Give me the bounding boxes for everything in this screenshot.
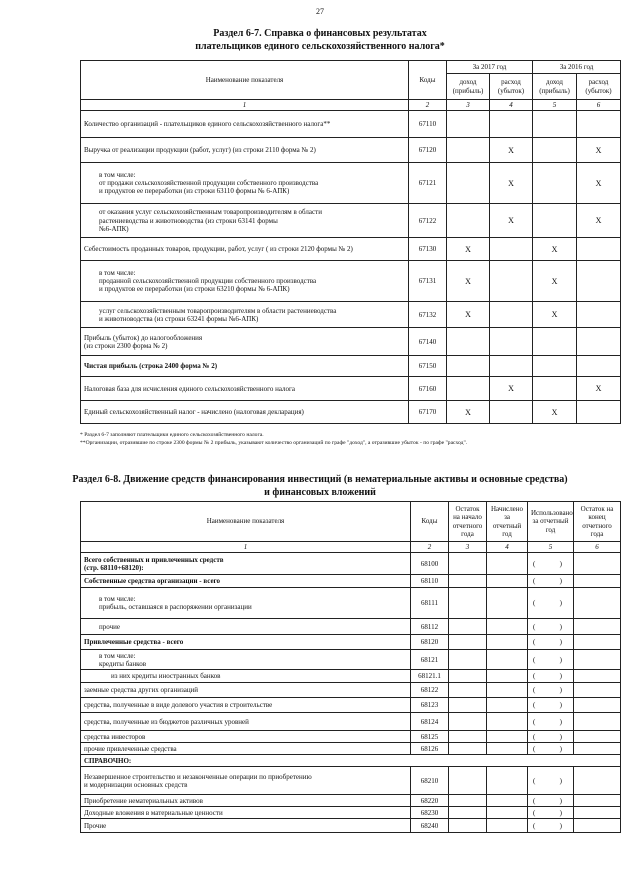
header-income-2017: доход (прибыль)	[447, 74, 490, 100]
paren-close: )	[559, 808, 562, 817]
row-name: Чистая прибыль (строка 2400 форма № 2)	[81, 356, 409, 377]
row-code: 68100	[411, 553, 449, 575]
value-cell	[447, 356, 490, 377]
table-row	[81, 767, 621, 795]
page-number: 27	[316, 7, 324, 16]
value-cell	[487, 819, 528, 833]
column-number: 6	[574, 542, 621, 553]
paren-wrapper	[531, 701, 570, 709]
value-cell	[574, 819, 621, 833]
table-row	[81, 619, 621, 635]
column-number: 2	[409, 100, 447, 111]
row-name: в том числе: от продажи сельскохозяйственной продукции собственного производства и продуктов ее переработки (из строки 63110 формы № 6-АПК)	[81, 163, 409, 204]
value-cell: X	[533, 401, 577, 424]
table-row	[81, 356, 621, 377]
used-value-cell	[528, 743, 574, 755]
paren-open: (	[533, 821, 536, 830]
header-year-2017: За 2017 год	[447, 61, 533, 74]
paren-wrapper	[531, 686, 570, 694]
paren-close: )	[559, 622, 562, 631]
section2-title-line2: и финансовых вложений	[264, 487, 376, 498]
value-cell	[574, 795, 621, 807]
row-code: 67120	[409, 138, 447, 163]
table-row	[81, 713, 621, 731]
value-cell	[449, 713, 487, 731]
paren-open: (	[533, 638, 536, 647]
row-name: Прочие	[81, 819, 411, 833]
value-cell: X	[577, 204, 621, 238]
row-name: Количество организаций - плательщиков единого сельскохозяйственного налога**	[81, 111, 409, 138]
value-cell	[574, 807, 621, 819]
row-code: 67121	[409, 163, 447, 204]
value-cell: X	[533, 261, 577, 302]
table-row	[81, 743, 621, 755]
value-cell: X	[533, 302, 577, 328]
value-cell	[449, 650, 487, 670]
row-name: в том числе: прибыль, оставшаяся в распоряжении организации	[81, 588, 411, 619]
value-cell	[574, 698, 621, 713]
header-c3: Остаток на начало отчетного года	[449, 502, 487, 542]
used-value-cell	[528, 698, 574, 713]
row-name: Единый сельскохозяйственный налог - начислено (налоговая декларация)	[81, 401, 409, 424]
value-cell	[574, 743, 621, 755]
paren-wrapper	[531, 777, 570, 785]
value-cell	[449, 698, 487, 713]
paren-close: )	[559, 655, 562, 664]
column-number: 4	[490, 100, 533, 111]
value-cell	[447, 111, 490, 138]
value-cell	[574, 731, 621, 743]
header-name: Наименование показателя	[81, 61, 409, 100]
row-code: 68125	[411, 731, 449, 743]
value-cell	[449, 670, 487, 683]
paren-open: (	[533, 796, 536, 805]
paren-close: )	[559, 776, 562, 785]
paren-close: )	[559, 821, 562, 830]
paren-wrapper	[531, 599, 570, 607]
row-code: 67110	[409, 111, 447, 138]
value-cell	[487, 731, 528, 743]
paren-wrapper	[531, 822, 570, 830]
used-value-cell	[528, 819, 574, 833]
paren-open: (	[533, 686, 536, 695]
used-value-cell	[528, 731, 574, 743]
row-code: 68126	[411, 743, 449, 755]
header-name: Наименование показателя	[81, 502, 411, 542]
row-name: Налоговая база для исчисления единого сельскохозяйственного налога	[81, 377, 409, 401]
value-cell	[487, 619, 528, 635]
section2-title-line1: Раздел 6-8. Движение средств финансирования инвестиций (в нематериальные активы и основные средства)	[72, 474, 568, 485]
header-year-2016: За 2016 год	[533, 61, 621, 74]
column-numbers-row	[81, 542, 621, 553]
value-cell	[449, 743, 487, 755]
value-cell	[447, 377, 490, 401]
table-row	[81, 795, 621, 807]
row-code: 68120	[411, 635, 449, 650]
paren-wrapper	[531, 638, 570, 646]
value-cell	[577, 328, 621, 356]
header-expense-2016: расход (убыток)	[577, 74, 621, 100]
paren-open: (	[533, 732, 536, 741]
used-value-cell	[528, 588, 574, 619]
table-row	[81, 261, 621, 302]
paren-wrapper	[531, 745, 570, 753]
value-cell	[533, 111, 577, 138]
section1-title-line2: плательщиков единого сельскохозяйственного налога*	[195, 41, 445, 52]
value-cell	[574, 713, 621, 731]
used-value-cell	[528, 795, 574, 807]
table-row	[81, 138, 621, 163]
value-cell	[533, 377, 577, 401]
table-row	[81, 635, 621, 650]
row-code: 67160	[409, 377, 447, 401]
value-cell: X	[577, 138, 621, 163]
column-number: 2	[411, 542, 449, 553]
header-row	[81, 61, 621, 74]
paren-close: )	[559, 686, 562, 695]
value-cell	[490, 302, 533, 328]
value-cell	[487, 635, 528, 650]
paren-wrapper	[531, 656, 570, 664]
table-row	[81, 650, 621, 670]
table-row	[81, 588, 621, 619]
table-row	[81, 670, 621, 683]
value-cell	[449, 588, 487, 619]
table-row	[81, 377, 621, 401]
table-row	[81, 575, 621, 588]
paren-close: )	[559, 672, 562, 681]
column-number: 1	[81, 100, 409, 111]
used-value-cell	[528, 635, 574, 650]
financial-results-table	[80, 60, 621, 424]
row-name: от оказания услуг сельскохозяйственным товаропроизводителям в области растениеводства и животноводства (из строки 63141 формы №6-АПК)	[81, 204, 409, 238]
value-cell	[449, 575, 487, 588]
paren-close: )	[559, 701, 562, 710]
value-cell	[490, 328, 533, 356]
used-value-cell	[528, 767, 574, 795]
row-code: 68240	[411, 819, 449, 833]
value-cell	[487, 575, 528, 588]
header-income-2016: доход (прибыль)	[533, 74, 577, 100]
footnote-2: **Организации, отразившие по строке 2300 формы № 2 прибыль, указывают количество организаций по графе "доход", а отразившие убыток - по графе "расход".	[80, 439, 468, 446]
row-code: 67131	[409, 261, 447, 302]
value-cell	[533, 356, 577, 377]
value-cell	[447, 138, 490, 163]
paren-close: )	[559, 796, 562, 805]
value-cell	[577, 238, 621, 261]
paren-close: )	[559, 744, 562, 753]
table-row	[81, 111, 621, 138]
paren-close: )	[559, 717, 562, 726]
used-value-cell	[528, 670, 574, 683]
value-cell	[533, 328, 577, 356]
row-code: 68112	[411, 619, 449, 635]
value-cell	[490, 356, 533, 377]
value-cell	[447, 204, 490, 238]
column-number: 3	[449, 542, 487, 553]
used-value-cell	[528, 683, 574, 698]
table-row	[81, 819, 621, 833]
row-name: Собственные средства организации - всего	[81, 575, 411, 588]
column-number: 3	[447, 100, 490, 111]
paren-wrapper	[531, 809, 570, 817]
value-cell	[533, 138, 577, 163]
value-cell: X	[577, 377, 621, 401]
value-cell	[487, 670, 528, 683]
paren-wrapper	[531, 577, 570, 585]
paren-open: (	[533, 717, 536, 726]
row-code: 68111	[411, 588, 449, 619]
table-row	[81, 401, 621, 424]
table-row	[81, 163, 621, 204]
header-code: Коды	[409, 61, 447, 100]
row-code: 68123	[411, 698, 449, 713]
value-cell	[577, 111, 621, 138]
value-cell: X	[490, 377, 533, 401]
table-row	[81, 807, 621, 819]
value-cell	[490, 261, 533, 302]
row-name: услуг сельскохозяйственным товаропроизводителям в области растениеводства и животноводства (из строки 63241 формы №6-АПК)	[81, 302, 409, 328]
value-cell: X	[447, 401, 490, 424]
value-cell	[487, 650, 528, 670]
footnotes	[80, 432, 620, 447]
row-code: 68110	[411, 575, 449, 588]
header-code: Коды	[411, 502, 449, 542]
table-row	[81, 302, 621, 328]
row-code: 67130	[409, 238, 447, 261]
value-cell	[574, 635, 621, 650]
value-cell	[574, 670, 621, 683]
value-cell: X	[490, 204, 533, 238]
row-code: 68210	[411, 767, 449, 795]
value-cell	[577, 302, 621, 328]
value-cell: X	[447, 302, 490, 328]
paren-open: (	[533, 672, 536, 681]
value-cell	[449, 683, 487, 698]
column-number: 5	[533, 100, 577, 111]
value-cell	[449, 635, 487, 650]
row-name: Выручка от реализации продукции (работ, услуг) (из строки 2110 форма № 2)	[81, 138, 409, 163]
value-cell	[449, 619, 487, 635]
section1-title-line1: Раздел 6-7. Справка о финансовых результатах	[213, 28, 427, 39]
paren-close: )	[559, 577, 562, 586]
value-cell	[487, 553, 528, 575]
value-cell	[574, 553, 621, 575]
reference-label: СПРАВОЧНО:	[81, 755, 621, 767]
reference-row	[81, 755, 621, 767]
value-cell	[449, 819, 487, 833]
used-value-cell	[528, 575, 574, 588]
table-row	[81, 731, 621, 743]
value-cell	[487, 683, 528, 698]
row-code: 67122	[409, 204, 447, 238]
column-number: 5	[528, 542, 574, 553]
value-cell	[533, 163, 577, 204]
row-code: 68121.1	[411, 670, 449, 683]
row-code: 67150	[409, 356, 447, 377]
header-c6: Остаток на конец отчетного года	[574, 502, 621, 542]
used-value-cell	[528, 713, 574, 731]
table-row	[81, 698, 621, 713]
column-number: 6	[577, 100, 621, 111]
paren-close: )	[559, 559, 562, 568]
value-cell	[447, 328, 490, 356]
value-cell	[574, 683, 621, 698]
paren-open: (	[533, 701, 536, 710]
value-cell	[449, 767, 487, 795]
row-name: Себестоимость проданных товаров, продукции, работ, услуг ( из строки 2120 формы № 2)	[81, 238, 409, 261]
paren-open: (	[533, 776, 536, 785]
value-cell	[574, 650, 621, 670]
value-cell	[490, 401, 533, 424]
paren-close: )	[559, 638, 562, 647]
paren-open: (	[533, 559, 536, 568]
row-code: 68122	[411, 683, 449, 698]
paren-wrapper	[531, 623, 570, 631]
value-cell: X	[490, 163, 533, 204]
row-code: 67170	[409, 401, 447, 424]
row-name: средства, полученные из бюджетов различных уровней	[81, 713, 411, 731]
row-code: 68121	[411, 650, 449, 670]
used-value-cell	[528, 553, 574, 575]
value-cell	[577, 356, 621, 377]
column-numbers-row	[81, 100, 621, 111]
column-number: 4	[487, 542, 528, 553]
paren-close: )	[559, 732, 562, 741]
table-row	[81, 683, 621, 698]
value-cell: X	[490, 138, 533, 163]
value-cell	[487, 588, 528, 619]
value-cell	[577, 261, 621, 302]
value-cell	[577, 401, 621, 424]
row-name: в том числе: проданной сельскохозяйственной продукции собственного производства и продуктов ее переработки (из строки 63210 формы № 6-АПК)	[81, 261, 409, 302]
value-cell	[490, 238, 533, 261]
column-number: 1	[81, 542, 411, 553]
row-name: прочие	[81, 619, 411, 635]
value-cell	[487, 743, 528, 755]
row-name: Всего собственных и привлеченных средств (стр. 68110+68120):	[81, 553, 411, 575]
investment-funds-table	[80, 501, 621, 833]
paren-open: (	[533, 622, 536, 631]
value-cell	[449, 553, 487, 575]
table-row	[81, 204, 621, 238]
paren-wrapper	[531, 718, 570, 726]
value-cell	[490, 111, 533, 138]
row-name: средства, полученные в виде долевого участия в строительстве	[81, 698, 411, 713]
table-row	[81, 238, 621, 261]
value-cell: X	[533, 238, 577, 261]
paren-open: (	[533, 808, 536, 817]
paren-open: (	[533, 744, 536, 753]
row-name: Приобретение нематериальных активов	[81, 795, 411, 807]
value-cell: X	[447, 261, 490, 302]
value-cell: X	[577, 163, 621, 204]
paren-close: )	[559, 599, 562, 608]
row-code: 68230	[411, 807, 449, 819]
value-cell	[574, 588, 621, 619]
value-cell	[487, 807, 528, 819]
value-cell	[574, 575, 621, 588]
value-cell	[574, 619, 621, 635]
used-value-cell	[528, 619, 574, 635]
footnote-1: * Раздел 6-7 заполняют плательщики единого сельскохозяйственного налога.	[80, 432, 264, 438]
header-expense-2017: расход (убыток)	[490, 74, 533, 100]
paren-open: (	[533, 577, 536, 586]
row-name: прочие привлеченные средства	[81, 743, 411, 755]
row-code: 68124	[411, 713, 449, 731]
value-cell	[487, 713, 528, 731]
used-value-cell	[528, 650, 574, 670]
value-cell	[574, 767, 621, 795]
row-name: Незавершенное строительство и незаконченные операции по приобретению и модернизации основных средств	[81, 767, 411, 795]
value-cell	[449, 795, 487, 807]
value-cell	[447, 163, 490, 204]
row-name: средства инвесторов	[81, 731, 411, 743]
value-cell: X	[447, 238, 490, 261]
paren-wrapper	[531, 672, 570, 680]
row-code: 67132	[409, 302, 447, 328]
table-row	[81, 553, 621, 575]
value-cell	[533, 204, 577, 238]
row-name: заемные средства других организаций	[81, 683, 411, 698]
table-row	[81, 328, 621, 356]
header-c4: Начислено за отчетный год	[487, 502, 528, 542]
paren-wrapper	[531, 733, 570, 741]
row-name: Привлеченные средства - всего	[81, 635, 411, 650]
row-code: 67140	[409, 328, 447, 356]
paren-open: (	[533, 599, 536, 608]
value-cell	[487, 767, 528, 795]
paren-wrapper	[531, 560, 570, 568]
header-c5: Использовано за отчетный год	[528, 502, 574, 542]
row-name: Прибыль (убыток) до налогообложения (из строки 2300 форма № 2)	[81, 328, 409, 356]
value-cell	[449, 807, 487, 819]
paren-wrapper	[531, 797, 570, 805]
row-name: Доходные вложения в материальные ценности	[81, 807, 411, 819]
paren-open: (	[533, 655, 536, 664]
header-row	[81, 502, 621, 542]
value-cell	[449, 731, 487, 743]
row-name: из них кредиты иностранных банков	[81, 670, 411, 683]
value-cell	[487, 795, 528, 807]
row-name: в том числе: кредиты банков	[81, 650, 411, 670]
row-code: 68220	[411, 795, 449, 807]
value-cell	[487, 698, 528, 713]
used-value-cell	[528, 807, 574, 819]
